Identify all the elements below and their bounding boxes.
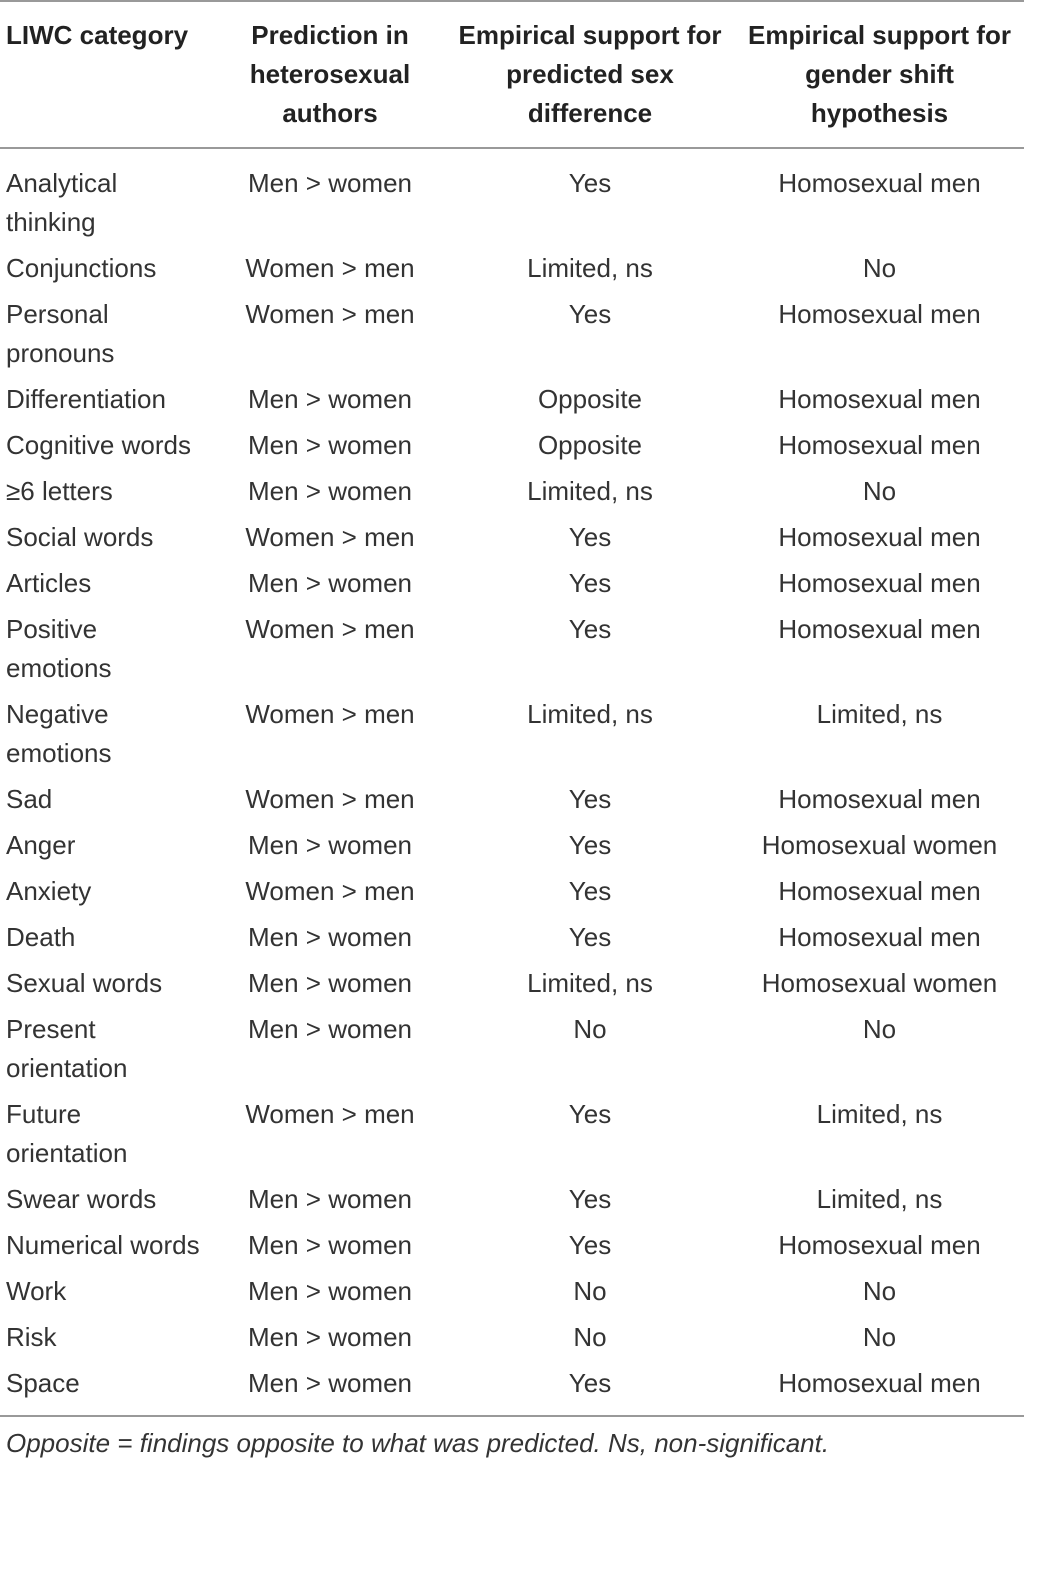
sex-difference-cell: Limited, ns xyxy=(527,968,653,998)
sex-difference-cell: Yes xyxy=(568,1230,612,1260)
gender-shift-cell: Homosexual men xyxy=(778,522,981,552)
category-cell: Social words xyxy=(6,522,154,552)
prediction-cell: Men > women xyxy=(247,168,413,198)
prediction-cell: Men > women xyxy=(247,1014,413,1044)
table-row xyxy=(0,377,1024,423)
gender-shift-cell: Homosexual men xyxy=(778,614,981,644)
prediction-cell: Women > men xyxy=(245,784,415,814)
category-cell: Sad xyxy=(6,784,53,814)
table-row xyxy=(0,869,1024,915)
table-row xyxy=(0,777,1024,823)
prediction-cell: Men > women xyxy=(247,830,413,860)
table-row xyxy=(0,607,1024,692)
gender-shift-cell: Homosexual men xyxy=(778,168,981,198)
gender-shift-cell: No xyxy=(862,476,897,506)
prediction-cell: Men > women xyxy=(247,1184,413,1214)
table-row xyxy=(0,1315,1024,1361)
sex-difference-cell: Opposite xyxy=(537,384,643,414)
table-row xyxy=(0,469,1024,515)
gender-shift-cell: No xyxy=(862,1276,897,1306)
gender-shift-cell: Homosexual men xyxy=(778,299,981,329)
gender-shift-cell: Limited, ns xyxy=(816,1184,943,1214)
table-body xyxy=(0,148,1024,1415)
category-cell: Differentiation xyxy=(6,384,166,414)
prediction-cell: Women > men xyxy=(245,299,415,329)
header-liwc-category: LIWC category xyxy=(0,1,215,148)
sex-difference-cell: Yes xyxy=(568,168,612,198)
category-cell: Present orientation xyxy=(6,1014,128,1083)
sex-difference-cell: Yes xyxy=(568,614,612,644)
category-cell: Death xyxy=(6,922,76,952)
sex-difference-cell: Yes xyxy=(568,922,612,952)
prediction-cell: Men > women xyxy=(247,476,413,506)
prediction-cell: Women > men xyxy=(245,614,415,644)
prediction-cell: Men > women xyxy=(247,1276,413,1306)
sex-difference-cell: Opposite xyxy=(537,430,643,460)
sex-difference-cell: Yes xyxy=(568,876,612,906)
prediction-cell: Men > women xyxy=(247,430,413,460)
table-row xyxy=(0,823,1024,869)
prediction-cell: Women > men xyxy=(245,876,415,906)
prediction-cell: Men > women xyxy=(247,1368,413,1398)
sex-difference-cell: Yes xyxy=(568,568,612,598)
sex-difference-cell: No xyxy=(573,1014,607,1044)
gender-shift-cell: Homosexual men xyxy=(778,922,981,952)
sex-difference-cell: Yes xyxy=(568,299,612,329)
gender-shift-cell: Homosexual men xyxy=(778,876,981,906)
table-footnote: Opposite = findings opposite to what was predicted. Ns, non-significant. xyxy=(0,1415,1024,1469)
category-cell: Future orientation xyxy=(6,1099,128,1168)
table-row xyxy=(0,246,1024,292)
category-cell: Anxiety xyxy=(6,876,92,906)
gender-shift-cell: Homosexual women xyxy=(761,830,998,860)
category-cell: Positive emotions xyxy=(6,614,112,683)
gender-shift-cell: Homosexual men xyxy=(778,430,981,460)
category-cell: Anger xyxy=(6,830,76,860)
category-cell: Risk xyxy=(6,1322,57,1352)
category-cell: Space xyxy=(6,1368,80,1398)
gender-shift-cell: Homosexual men xyxy=(778,384,981,414)
category-cell: ≥6 letters xyxy=(6,476,113,506)
prediction-cell: Women > men xyxy=(245,699,415,729)
category-cell: Swear words xyxy=(6,1184,157,1214)
gender-shift-cell: No xyxy=(862,1322,897,1352)
table-row xyxy=(0,1223,1024,1269)
gender-shift-cell: Homosexual men xyxy=(778,1368,981,1398)
category-cell: Negative emotions xyxy=(6,699,112,768)
sex-difference-cell: Limited, ns xyxy=(527,253,653,283)
header-row xyxy=(0,1,1024,148)
sex-difference-cell: Limited, ns xyxy=(527,699,653,729)
prediction-cell: Women > men xyxy=(245,522,415,552)
header-prediction: Prediction in heterosexual authors xyxy=(215,1,445,148)
sex-difference-cell: No xyxy=(573,1322,607,1352)
table-row xyxy=(0,1361,1024,1415)
prediction-cell: Men > women xyxy=(247,922,413,952)
prediction-cell: Men > women xyxy=(247,1230,413,1260)
table-row xyxy=(0,292,1024,377)
table-row xyxy=(0,423,1024,469)
sex-difference-cell: Yes xyxy=(568,784,612,814)
header-sex-difference-support: Empirical support for predicted sex difference xyxy=(445,1,735,148)
table-row xyxy=(0,148,1024,246)
sex-difference-cell: Yes xyxy=(568,1099,612,1129)
table-row xyxy=(0,915,1024,961)
category-cell: Analytical thinking xyxy=(6,168,118,237)
sex-difference-cell: Yes xyxy=(568,830,612,860)
gender-shift-cell: Homosexual women xyxy=(761,968,998,998)
table-row xyxy=(0,561,1024,607)
gender-shift-cell: No xyxy=(862,1014,897,1044)
prediction-cell: Men > women xyxy=(247,568,413,598)
table-row xyxy=(0,1177,1024,1223)
prediction-cell: Men > women xyxy=(247,384,413,414)
header-gender-shift-support: Empirical support for gender shift hypothesis xyxy=(735,1,1024,148)
sex-difference-cell: Yes xyxy=(568,1368,612,1398)
category-cell: Personal pronouns xyxy=(6,299,115,368)
category-cell: Cognitive words xyxy=(6,430,191,460)
gender-shift-cell: Homosexual men xyxy=(778,1230,981,1260)
category-cell: Articles xyxy=(6,568,92,598)
category-cell: Sexual words xyxy=(6,968,163,998)
table-row xyxy=(0,692,1024,777)
sex-difference-cell: No xyxy=(573,1276,607,1306)
gender-shift-cell: Limited, ns xyxy=(816,699,943,729)
gender-shift-cell: No xyxy=(862,253,897,283)
table-row xyxy=(0,515,1024,561)
gender-shift-cell: Homosexual men xyxy=(778,784,981,814)
prediction-cell: Men > women xyxy=(247,1322,413,1352)
table-row xyxy=(0,1269,1024,1315)
sex-difference-cell: Yes xyxy=(568,522,612,552)
table-row xyxy=(0,1092,1024,1177)
table-row xyxy=(0,961,1024,1007)
prediction-cell: Women > men xyxy=(245,1099,415,1129)
prediction-cell: Women > men xyxy=(245,253,415,283)
category-cell: Numerical words xyxy=(6,1230,200,1260)
prediction-cell: Men > women xyxy=(247,968,413,998)
table-row xyxy=(0,1007,1024,1092)
category-cell: Conjunctions xyxy=(6,253,157,283)
sex-difference-cell: Yes xyxy=(568,1184,612,1214)
category-cell: Work xyxy=(6,1276,67,1306)
sex-difference-cell: Limited, ns xyxy=(527,476,653,506)
gender-shift-cell: Homosexual men xyxy=(778,568,981,598)
gender-shift-cell: Limited, ns xyxy=(816,1099,943,1129)
